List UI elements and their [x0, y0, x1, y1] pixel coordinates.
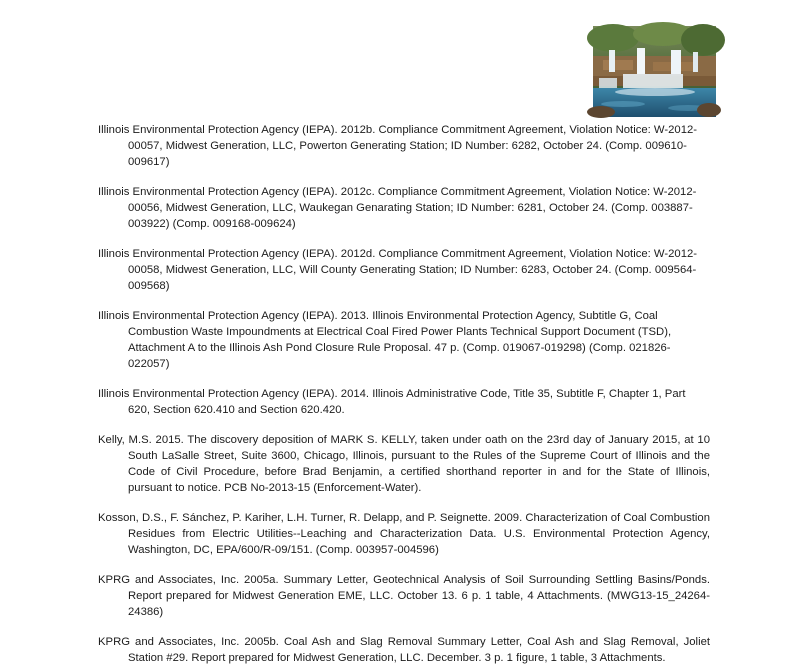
reference-entry: KPRG and Associates, Inc. 2005a. Summary Letter, Geotechnical Analysis of Soil Surrounding Settling Basins/Ponds. Report prepared for Midwest Generation EME, LLC. October 13. 6 p. 1 table, 4 Attachments. (MWG13-15_24264-24386) — [98, 574, 710, 618]
reference-entry: Kosson, D.S., F. Sánchez, P. Kariher, L.H. Turner, R. Delapp, and P. Seignette. 2009. Characterization of Coal Combustion Residues from Electric Utilities--Leaching and Characterization Data. U.S. Environmental Protection Agency, Washington, DC, EPA/600/R-09/151. (Comp. 003957-004596) — [98, 512, 710, 556]
reference-list — [98, 122, 710, 666]
reference-entry: Illinois Environmental Protection Agency (IEPA). 2012b. Compliance Commitment Agreement, Violation Notice: W-2012-00057, Midwest Generation, LLC, Powerton Generating Station; ID Number: 6282, October 24. (Comp. 009610-009617) — [98, 124, 698, 168]
reference-entry: Kelly, M.S. 2015. The discovery deposition of MARK S. KELLY, taken under oath on the 23rd day of January 2015, at 10 South LaSalle Street, Suite 3600, Chicago, Illinois, pursuant to the Rules of the Supreme Court of Illinois and the Code of Civil Procedure, before Brad Benjamin, a certified shorthand reporter in and for the State of Illinois, pursuant to notice. PCB No-2013-15 (Enforcement-Water). — [98, 434, 710, 494]
reference-entry: Illinois Environmental Protection Agency (IEPA). 2012d. Compliance Commitment Agreement, Violation Notice: W-2012-00058, Midwest Generation, LLC, Will County Generating Station; ID Number: 6283, October 24. (Comp. 009564-009568) — [98, 248, 698, 292]
reference-entry: Illinois Environmental Protection Agency (IEPA). 2014. Illinois Administrative Code, Title 35, Subtitle F, Chapter 1, Part 620, Section 620.410 and Section 620.420. — [98, 388, 686, 416]
reference-entry: Illinois Environmental Protection Agency (IEPA). 2013. Illinois Environmental Protection Agency, Subtitle G, Coal Combustion Waste Impoundments at Electrical Coal Fired Power Plants Technical Support Document (TSD), Attachment A to the Illinois Ash Pond Closure Rule Proposal. 47 p. (Comp. 019067-019298) (Comp. 021826-022057) — [98, 310, 672, 370]
reference-entry: KPRG and Associates, Inc. 2005b. Coal Ash and Slag Removal Summary Letter, Coal Ash and Slag Removal, Joliet Station #29. Report prepared for Midwest Generation, LLC. December. 3 p. 1 figure, 1 table, 3 Attachments. — [98, 636, 710, 664]
reference-entry: Illinois Environmental Protection Agency (IEPA). 2012c. Compliance Commitment Agreement, Violation Notice: W-2012-00056, Midwest Generation, LLC, Waukegan Genarating Station; ID Number: 6281, October 24. (Comp. 003887-003922) (Comp. 009168-009624) — [98, 186, 697, 230]
waterfall-photo — [593, 26, 716, 117]
